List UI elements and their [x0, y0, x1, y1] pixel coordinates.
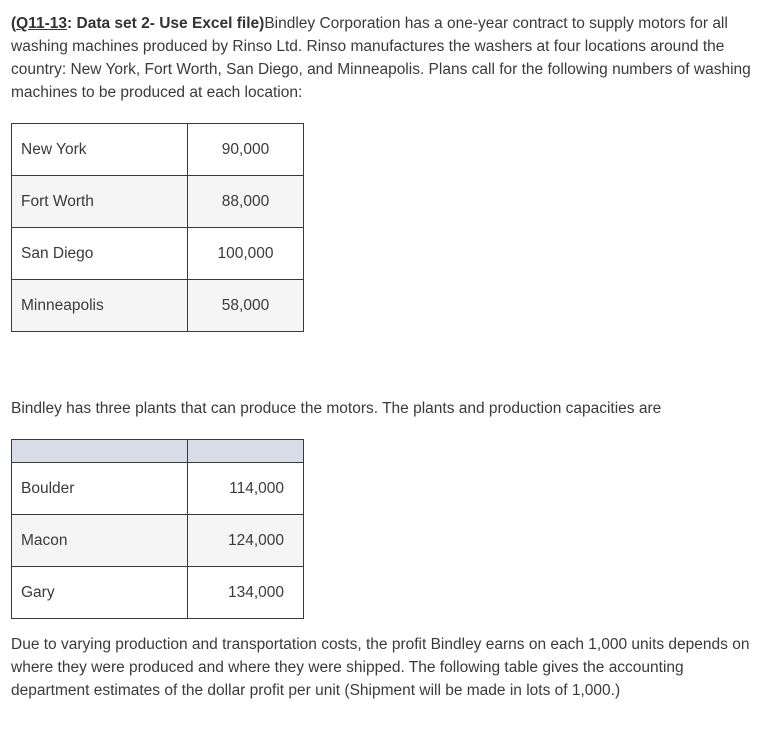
- plant-name: Gary: [12, 567, 188, 619]
- table-row: [12, 515, 304, 567]
- plants-intro: Bindley has three plants that can produce the motors. The plants and production capacities are: [11, 400, 662, 417]
- location-value: 88,000: [188, 176, 304, 228]
- plant-capacity: 124,000: [188, 515, 304, 567]
- table-row: [12, 228, 304, 280]
- question-tag: (Q11-13: Data set 2- Use Excel file): [11, 15, 265, 32]
- location-value: 58,000: [188, 280, 304, 332]
- plants-table: [11, 439, 304, 619]
- location-value: 100,000: [188, 228, 304, 280]
- location-value: 90,000: [188, 124, 304, 176]
- plant-capacity: 134,000: [188, 567, 304, 619]
- plant-name: Macon: [12, 515, 188, 567]
- location-name: San Diego: [12, 228, 188, 280]
- table-row: [12, 567, 304, 619]
- locations-table: [11, 123, 304, 332]
- profit-paragraph: Due to varying production and transportation costs, the profit Bindley earns on each 1,000 units depends on where they were produced and where they were shipped. The following table gives the accounting department estimates of the dollar profit per unit (Shipment will be made in lots of 1,000.): [11, 636, 750, 699]
- table-row: [12, 176, 304, 228]
- location-name: Fort Worth: [12, 176, 188, 228]
- location-name: Minneapolis: [12, 280, 188, 332]
- table-row: [12, 280, 304, 332]
- table-row: [12, 124, 304, 176]
- table-header-row: [12, 440, 304, 463]
- question-id-link[interactable]: Q11-13: [16, 15, 68, 32]
- intro-paragraph: [11, 12, 751, 104]
- location-name: New York: [12, 124, 188, 176]
- header-cell: [12, 440, 188, 463]
- plant-capacity: 114,000: [188, 463, 304, 515]
- intro-text: Bindley Corporation has a one-year contract to supply motors for all washing machines produced by Rinso Ltd. Rinso manufactures the washers at four locations around the country: New York, Fort Worth, San Diego, and Minneapolis. Plans call for the following numbers of washing machines to be produced at each location:: [11, 15, 751, 101]
- plant-name: Boulder: [12, 463, 188, 515]
- header-cell: [188, 440, 304, 463]
- table-row: [12, 463, 304, 515]
